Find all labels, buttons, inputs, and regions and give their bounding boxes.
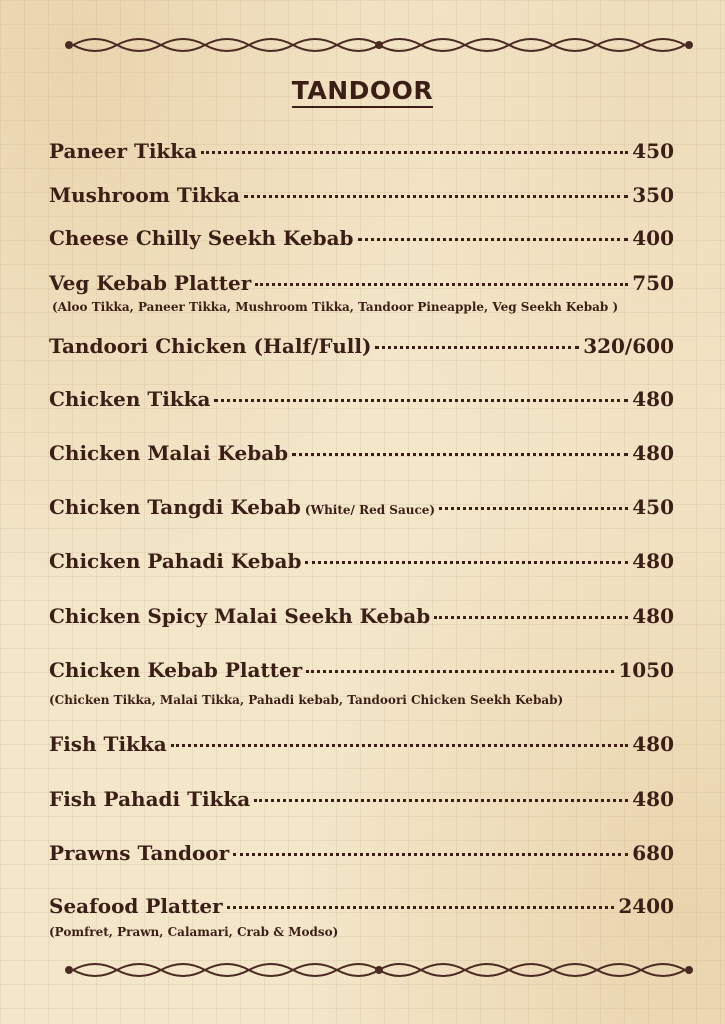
dot-leader bbox=[292, 452, 628, 456]
menu-item-tandoori-chicken bbox=[49, 333, 674, 359]
dot-leader bbox=[227, 905, 615, 909]
item-price: 480 bbox=[632, 387, 674, 411]
dot-leader bbox=[244, 194, 628, 198]
menu-item-chicken-tikka bbox=[49, 386, 674, 412]
menu-item-chicken-spicy-malai-seekh-kebab bbox=[49, 603, 674, 629]
menu-item-chicken-malai-kebab bbox=[49, 440, 674, 466]
dot-leader bbox=[358, 237, 629, 241]
item-name: Paneer Tikka bbox=[49, 139, 198, 163]
item-price: 450 bbox=[632, 139, 674, 163]
item-note: (White/ Red Sauce) bbox=[304, 503, 436, 517]
dot-leader bbox=[306, 669, 614, 673]
item-name: Mushroom Tikka bbox=[49, 183, 240, 207]
item-price: 480 bbox=[632, 787, 674, 811]
item-price: 350 bbox=[632, 183, 674, 207]
top-ornament-border bbox=[65, 33, 693, 57]
menu-item-chicken-kebab-platter bbox=[49, 657, 674, 683]
dot-leader bbox=[254, 798, 628, 802]
item-price: 400 bbox=[632, 226, 674, 250]
item-price: 1050 bbox=[618, 658, 674, 682]
item-name: Cheese Chilly Seekh Kebab bbox=[49, 226, 354, 250]
item-price: 2400 bbox=[618, 894, 674, 918]
menu-item-veg-kebab-platter bbox=[49, 270, 674, 296]
item-name: Chicken Kebab Platter bbox=[49, 658, 303, 682]
item-description: (Pomfret, Prawn, Calamari, Crab & Modso) bbox=[49, 925, 339, 939]
item-description: (Aloo Tikka, Paneer Tikka, Mushroom Tikka, Tandoor Pineapple, Veg Seekh Kebab ) bbox=[52, 300, 619, 314]
item-name: Tandoori Chicken (Half/Full) bbox=[49, 334, 372, 358]
menu-item-chicken-tangdi-kebab bbox=[49, 494, 674, 523]
dot-leader bbox=[233, 852, 628, 856]
item-price: 320/600 bbox=[583, 334, 674, 358]
item-name: Chicken Pahadi Kebab bbox=[49, 549, 302, 573]
dot-leader bbox=[255, 282, 628, 286]
item-price: 480 bbox=[632, 441, 674, 465]
item-price: 480 bbox=[632, 549, 674, 573]
item-name-text: Chicken Tangdi Kebab bbox=[49, 495, 301, 519]
item-name: Fish Pahadi Tikka bbox=[49, 787, 251, 811]
item-price: 680 bbox=[632, 841, 674, 865]
item-price: 480 bbox=[632, 732, 674, 756]
dot-leader bbox=[214, 398, 628, 402]
item-name bbox=[49, 494, 435, 523]
dot-leader bbox=[434, 615, 628, 619]
menu-item-prawns-tandoor bbox=[49, 840, 674, 866]
menu-item-mushroom-tikka bbox=[49, 182, 674, 208]
dot-leader bbox=[439, 506, 628, 510]
dot-leader bbox=[201, 150, 628, 154]
menu-item-seafood-platter bbox=[49, 893, 674, 919]
item-name: Chicken Tikka bbox=[49, 387, 211, 411]
menu-item-fish-pahadi-tikka bbox=[49, 786, 674, 812]
item-price: 750 bbox=[632, 271, 674, 295]
bottom-ornament-border bbox=[65, 958, 693, 982]
menu-item-paneer-tikka bbox=[49, 138, 674, 164]
item-name: Fish Tikka bbox=[49, 732, 167, 756]
item-price: 450 bbox=[632, 495, 674, 519]
dot-leader bbox=[375, 345, 579, 349]
dot-leader bbox=[171, 743, 629, 747]
item-name: Chicken Spicy Malai Seekh Kebab bbox=[49, 604, 431, 628]
menu-item-fish-tikka bbox=[49, 731, 674, 757]
section-title: TANDOOR bbox=[0, 76, 725, 105]
menu-item-chicken-pahadi-kebab bbox=[49, 548, 674, 574]
item-name: Prawns Tandoor bbox=[49, 841, 230, 865]
item-name: Seafood Platter bbox=[49, 894, 223, 918]
item-description: (Chicken Tikka, Malai Tikka, Pahadi kebab, Tandoori Chicken Seekh Kebab) bbox=[49, 693, 564, 707]
item-price: 480 bbox=[632, 604, 674, 628]
item-name: Chicken Malai Kebab bbox=[49, 441, 289, 465]
dot-leader bbox=[305, 560, 628, 564]
menu-item-cheese-chilly-seekh-kebab bbox=[49, 225, 674, 251]
item-name: Veg Kebab Platter bbox=[49, 271, 252, 295]
